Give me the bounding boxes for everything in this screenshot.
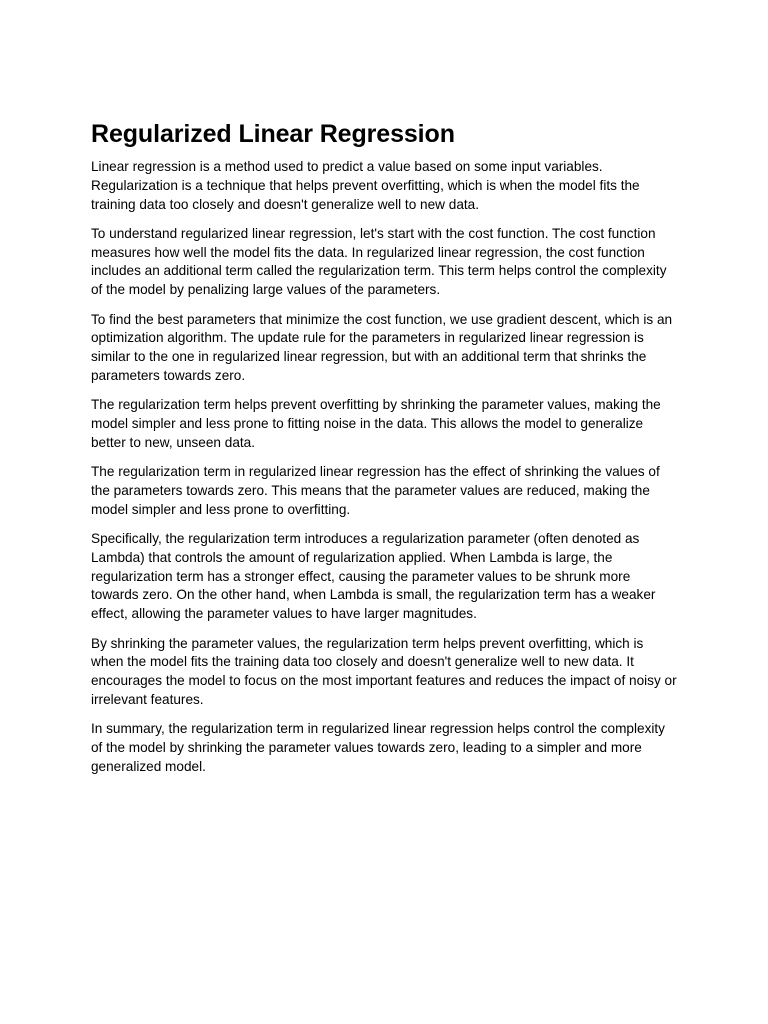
- paragraph-intro: Linear regression is a method used to predict a value based on some input variables. Regularization is a technique that helps prevent overfitting, which is when the model fits the training data too closely and doesn't generalize well to new data.: [91, 159, 640, 212]
- paragraph-prevent-overfitting: The regularization term helps prevent overfitting by shrinking the parameter values, making the model simpler and less prone to fitting noise in the data. This allows the model to generalize better to new, unseen data.: [91, 397, 661, 450]
- paragraph-gradient-descent: To find the best parameters that minimize the cost function, we use gradient descent, which is an optimization algorithm. The update rule for the parameters in regularized linear regression is similar to the one in regularized linear regression, but with an additional term that shrinks the parameters towards zero.: [91, 311, 673, 383]
- paragraph-shrinking-effect: The regularization term in regularized linear regression has the effect of shrinking the values of the parameters towards zero. This means that the parameter values are reduced, making the model simpler and less prone to overfitting.: [91, 464, 660, 517]
- paragraph-cost-function: To understand regularized linear regression, let's start with the cost function. The cost function measures how well the model fits the data. In regularized linear regression, the cost function includes an additional term called the regularization term. This term helps control the complexity of the model by penalizing large values of the parameters.: [91, 225, 667, 298]
- page-title: Regularized Linear Regression: [91, 120, 455, 148]
- paragraph-lambda: Specifically, the regularization term introduces a regularization parameter (often denoted as Lambda) that controls the amount of regularization applied. When Lambda is large, the regularization term has a stronger effect, causing the parameter values to be shrunk more towards zero. On the other hand, when Lambda is small, the regularization term has a weaker effect, allowing the parameter values to have larger magnitudes.: [91, 531, 656, 622]
- paragraph-features: By shrinking the parameter values, the regularization term helps prevent overfitting, which is when the model fits the training data too closely and doesn't generalize well to new data. It encourages the model to focus on the most important features and reduces the impact of noisy or irrelevant features.: [91, 635, 677, 707]
- paragraph-summary: In summary, the regularization term in regularized linear regression helps control the complexity of the model by shrinking the parameter values towards zero, leading to a simpler and more generalized model.: [91, 721, 665, 774]
